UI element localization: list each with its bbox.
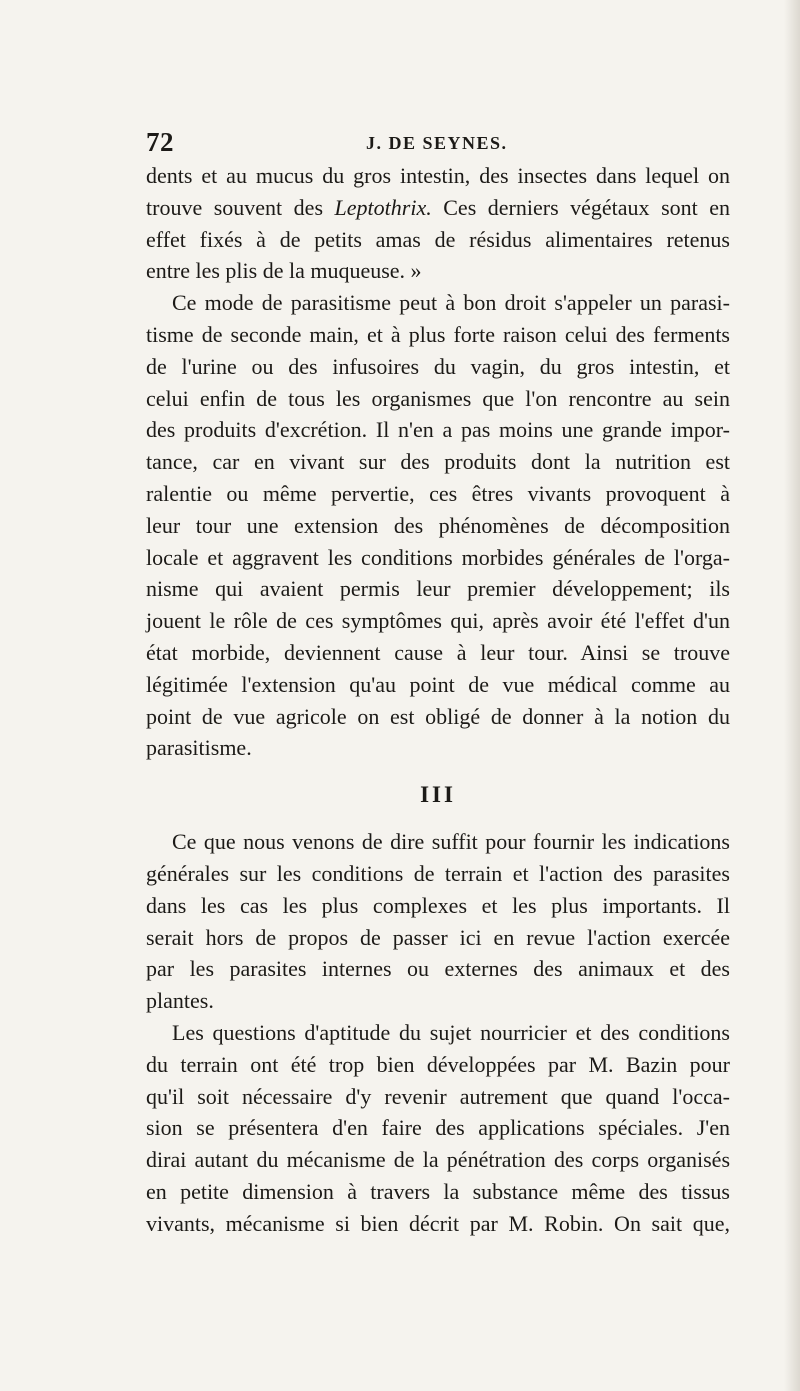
text-line: serait hors de propos de passer ici en revue l'action exercée — [146, 924, 730, 950]
text-line: en petite dimension à travers la substance même des tissus — [146, 1178, 730, 1204]
text-line: dirai autant du mécanisme de la pénétration des corps organisés — [146, 1147, 730, 1173]
text-line: dents et au mucus du gros intestin, des insectes dans lequel on — [146, 163, 730, 188]
text-line: Les questions d'aptitude du sujet nourricier et des conditions — [172, 1019, 730, 1045]
text-line: dans les cas les plus complexes et les plus importants. Il — [146, 892, 730, 918]
text-line: légitimée l'extension qu'au point de vue médical comme au — [146, 671, 730, 697]
body-text — [146, 160, 730, 1240]
text-line: trouve souvent des Leptothrix. Ces derniers végétaux sont en — [146, 194, 731, 220]
text-line: nisme qui avaient permis leur premier développement; ils — [146, 576, 730, 602]
text-line: par les parasites internes ou externes des animaux et des — [146, 956, 730, 982]
text-line: ralentie ou même pervertie, ces êtres vivants provoquent à — [146, 480, 730, 506]
text-line: entre les plis de la muqueuse. » — [146, 258, 422, 284]
text-line: de l'urine ou des infusoires du vagin, du gros intestin, et — [146, 353, 730, 379]
text-line: Ce que nous venons de dire suffit pour fournir les indications — [172, 829, 730, 855]
text-line: qu'il soit nécessaire d'y revenir autrement que quand l'occa- — [146, 1083, 730, 1109]
text-line: sion se présentera d'en faire des applications spéciales. J'en — [146, 1115, 730, 1141]
text-line: parasitisme. — [146, 735, 252, 761]
text-line: Ce mode de parasitisme peut à bon droit s'appeler un parasi- — [172, 290, 730, 316]
text-line: générales sur les conditions de terrain et l'action des parasites — [146, 860, 730, 886]
text-line: tisme de seconde main, et à plus forte raison celui des ferments — [146, 321, 730, 347]
text-line: tance, car en vivant sur des produits dont la nutrition est — [146, 449, 730, 475]
section-heading: III — [420, 782, 456, 808]
running-head: J. DE SEYNES. — [366, 133, 508, 153]
text-line: effet fixés à de petits amas de résidus alimentaires retenus — [146, 226, 730, 252]
text-line: jouent le rôle de ces symptômes qui, après avoir été l'effet d'un — [146, 608, 730, 634]
page-edge-shadow — [784, 0, 800, 1391]
text-line: vivants, mécanisme si bien décrit par M. Robin. On sait que, — [146, 1210, 730, 1236]
page-header — [146, 127, 730, 159]
text-line: celui enfin de tous les organismes que l'on rencontre au sein — [146, 385, 730, 411]
page-number: 72 — [146, 127, 174, 157]
text-line: leur tour une extension des phénomènes de décomposition — [146, 512, 730, 538]
text-line: point de vue agricole on est obligé de donner à la notion du — [146, 703, 730, 729]
text-line: des produits d'excrétion. Il n'en a pas moins une grande impor- — [146, 417, 730, 443]
text-line: état morbide, deviennent cause à leur tour. Ainsi se trouve — [146, 639, 730, 665]
text-line: locale et aggravent les conditions morbides générales de l'orga- — [146, 544, 730, 570]
text-line: du terrain ont été trop bien développées par M. Bazin pour — [146, 1051, 730, 1077]
text-line: plantes. — [146, 988, 214, 1014]
italic-term: Leptothrix. — [334, 194, 432, 220]
